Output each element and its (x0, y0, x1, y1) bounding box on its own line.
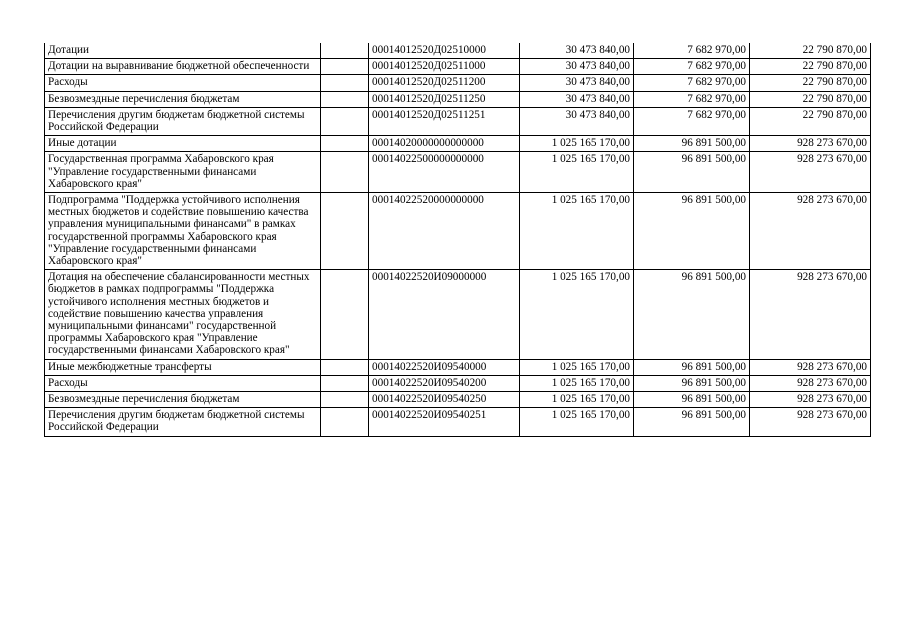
row-code-cell: 00014012520Д02511251 (369, 107, 520, 135)
row-name-cell: Иные дотации (45, 136, 321, 152)
row-amount-2-cell: 96 891 500,00 (634, 152, 750, 193)
row-amount-2-cell: 96 891 500,00 (634, 270, 750, 359)
row-code-cell: 00014012520Д02511000 (369, 59, 520, 75)
row-empty-cell (321, 136, 369, 152)
row-name-cell: Безвозмездные перечисления бюджетам (45, 392, 321, 408)
row-amount-2-cell: 96 891 500,00 (634, 359, 750, 375)
row-code-cell: 00014022520И09540200 (369, 375, 520, 391)
row-amount-2-cell: 96 891 500,00 (634, 136, 750, 152)
row-empty-cell (321, 75, 369, 91)
row-empty-cell (321, 392, 369, 408)
row-code-cell: 00014012520Д02510000 (369, 43, 520, 59)
row-name-cell: Перечисления другим бюджетам бюджетной системы Российской Федерации (45, 408, 321, 436)
table-row (45, 136, 871, 152)
row-amount-3-cell: 928 273 670,00 (750, 136, 871, 152)
row-amount-3-cell: 928 273 670,00 (750, 152, 871, 193)
row-empty-cell (321, 59, 369, 75)
row-amount-1-cell: 30 473 840,00 (520, 59, 634, 75)
row-name-cell: Дотации (45, 43, 321, 59)
row-amount-2-cell: 7 682 970,00 (634, 91, 750, 107)
row-name-cell: Подпрограмма "Поддержка устойчивого исполнения местных бюджетов и содействие повышению качества управления муниципальными финансами" в рамках государственной программы Хабаровского края "Управление государственными финансами Хабаровского края" (45, 193, 321, 270)
row-amount-1-cell: 1 025 165 170,00 (520, 136, 634, 152)
table-row (45, 91, 871, 107)
table-row (45, 59, 871, 75)
row-amount-2-cell: 96 891 500,00 (634, 375, 750, 391)
row-amount-1-cell: 1 025 165 170,00 (520, 152, 634, 193)
row-empty-cell (321, 375, 369, 391)
row-name-cell: Государственная программа Хабаровского края "Управление государственными финансами Хабаровского края" (45, 152, 321, 193)
row-amount-2-cell: 7 682 970,00 (634, 43, 750, 59)
row-empty-cell (321, 193, 369, 270)
row-amount-2-cell: 96 891 500,00 (634, 408, 750, 436)
row-amount-2-cell: 7 682 970,00 (634, 107, 750, 135)
row-name-cell: Дотации на выравнивание бюджетной обеспеченности (45, 59, 321, 75)
budget-table-body (45, 43, 871, 436)
row-code-cell: 00014022520И09540251 (369, 408, 520, 436)
row-amount-2-cell: 96 891 500,00 (634, 193, 750, 270)
row-empty-cell (321, 359, 369, 375)
row-amount-2-cell: 7 682 970,00 (634, 59, 750, 75)
table-row (45, 359, 871, 375)
table-row (45, 375, 871, 391)
row-name-cell: Расходы (45, 75, 321, 91)
row-empty-cell (321, 152, 369, 193)
row-name-cell: Перечисления другим бюджетам бюджетной системы Российской Федерации (45, 107, 321, 135)
row-amount-1-cell: 1 025 165 170,00 (520, 375, 634, 391)
table-row (45, 193, 871, 270)
row-amount-3-cell: 928 273 670,00 (750, 392, 871, 408)
row-amount-3-cell: 928 273 670,00 (750, 270, 871, 359)
row-empty-cell (321, 43, 369, 59)
row-amount-1-cell: 1 025 165 170,00 (520, 408, 634, 436)
row-code-cell: 00014022520000000000 (369, 193, 520, 270)
row-empty-cell (321, 270, 369, 359)
row-name-cell: Расходы (45, 375, 321, 391)
row-amount-1-cell: 30 473 840,00 (520, 75, 634, 91)
row-empty-cell (321, 408, 369, 436)
row-amount-3-cell: 928 273 670,00 (750, 375, 871, 391)
row-amount-1-cell: 30 473 840,00 (520, 107, 634, 135)
row-amount-3-cell: 22 790 870,00 (750, 59, 871, 75)
row-amount-3-cell: 928 273 670,00 (750, 193, 871, 270)
row-code-cell: 00014022500000000000 (369, 152, 520, 193)
row-code-cell: 00014022520И09000000 (369, 270, 520, 359)
row-amount-1-cell: 1 025 165 170,00 (520, 270, 634, 359)
table-row (45, 392, 871, 408)
row-amount-2-cell: 7 682 970,00 (634, 75, 750, 91)
row-amount-3-cell: 928 273 670,00 (750, 408, 871, 436)
row-amount-1-cell: 1 025 165 170,00 (520, 193, 634, 270)
table-row (45, 408, 871, 436)
row-code-cell: 00014012520Д02511200 (369, 75, 520, 91)
row-empty-cell (321, 107, 369, 135)
row-amount-2-cell: 96 891 500,00 (634, 392, 750, 408)
row-amount-3-cell: 22 790 870,00 (750, 107, 871, 135)
row-code-cell: 00014012520Д02511250 (369, 91, 520, 107)
row-amount-1-cell: 30 473 840,00 (520, 43, 634, 59)
table-row (45, 107, 871, 135)
row-name-cell: Безвозмездные перечисления бюджетам (45, 91, 321, 107)
row-code-cell: 00014022520И09540000 (369, 359, 520, 375)
table-row (45, 152, 871, 193)
row-code-cell: 00014020000000000000 (369, 136, 520, 152)
row-amount-3-cell: 22 790 870,00 (750, 43, 871, 59)
table-row (45, 43, 871, 59)
row-amount-1-cell: 1 025 165 170,00 (520, 392, 634, 408)
budget-table (44, 43, 871, 437)
table-row (45, 75, 871, 91)
table-row (45, 270, 871, 359)
row-name-cell: Иные межбюджетные трансферты (45, 359, 321, 375)
row-name-cell: Дотация на обеспечение сбалансированности местных бюджетов в рамках подпрограммы "Поддержка устойчивого исполнения местных бюджетов и содействие повышению качества управления муниципальными финансами" государственной программы Хабаровского края "Управление государственными финансами Хабаровского края" (45, 270, 321, 359)
row-empty-cell (321, 91, 369, 107)
row-amount-3-cell: 22 790 870,00 (750, 91, 871, 107)
row-amount-1-cell: 1 025 165 170,00 (520, 359, 634, 375)
row-amount-3-cell: 928 273 670,00 (750, 359, 871, 375)
row-amount-1-cell: 30 473 840,00 (520, 91, 634, 107)
row-code-cell: 00014022520И09540250 (369, 392, 520, 408)
row-amount-3-cell: 22 790 870,00 (750, 75, 871, 91)
